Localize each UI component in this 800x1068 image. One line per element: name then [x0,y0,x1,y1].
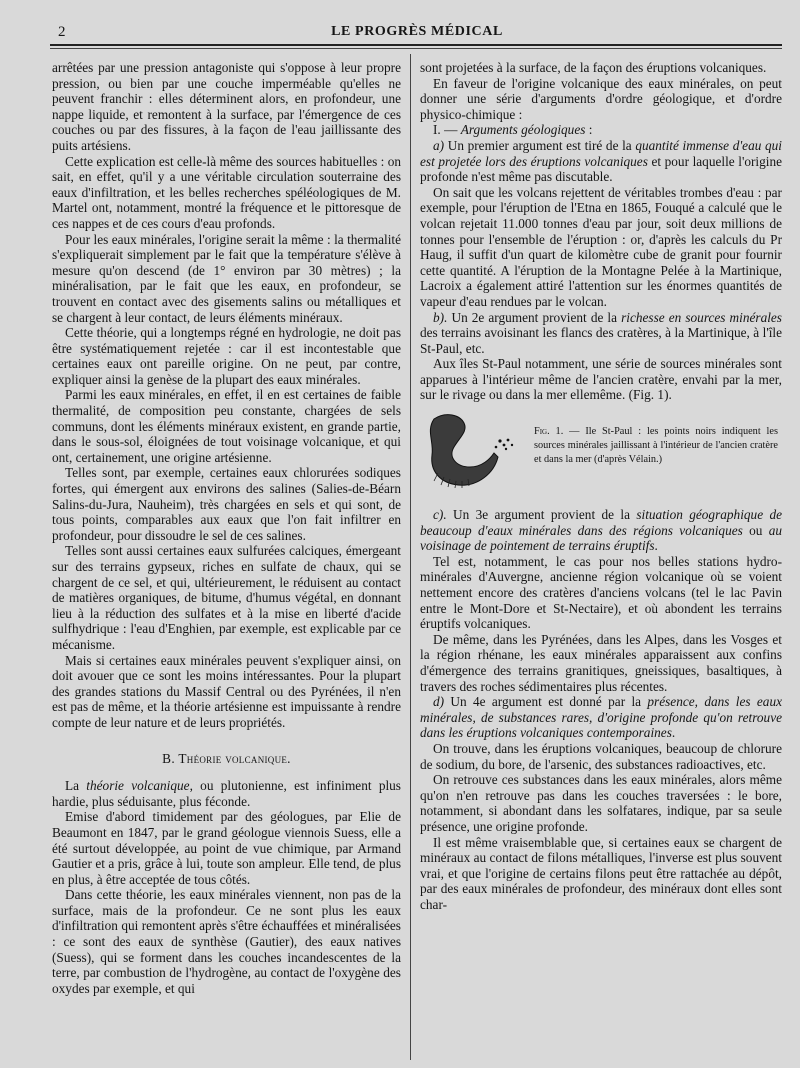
island-map-image [424,411,524,491]
header-rule-thin [50,48,782,49]
figure-1 [420,411,782,497]
paragraph: Telles sont, par exemple, certaines eaux chlorurées sodiques fortes, qui émergent aux environs des salines (Salies-de-Béarn Salins-du-Jura, Nauheim), très chargées en sels et qui sont, de tous points, comparables aux eaux que l'on fait infiltrer en profondeur, pour dissoudre le sel de ces salines. [52,465,401,543]
paragraph: En faveur de l'origine volcanique des eaux minérales, on peut donner une série d'arguments d'ordre géologique, et d'ordre physico-chimique : [420,75,782,122]
paragraph: La théorie volcanique, ou plutonienne, est infiniment plus hardie, plus séduisante, plus féconde. [52,778,401,809]
right-column [420,60,782,913]
paragraph: Tel est, notamment, le cas pour nos belles stations hydro-minérales d'Auvergne, ancienne région volcanique où se voient nettement encore des cratères d'anciens volcans (tel le lac Pavin entre le Mont-Dore et St-Nectaire), et où abondent les terrains éruptifs volcaniques. [420,553,782,632]
paragraph: a) Un premier argument est tiré de la quantité immense d'eau qui est projetée lors des éruptions volcaniques et pour laquelle l'origine profonde n'est même pas discutable. [420,137,783,185]
section-heading: B. Théorie volcanique. [162,750,291,766]
paragraph: Pour les eaux minérales, l'origine serait la même : la thermalité s'expliquerait simplement par le fait que la température s'élève à mesure qu'on descend (de 1° environ par 30 mètres) ; la minéralisation, par le fait que les eaux, en profondeur, se trouvent en contact avec des gisements salins ou métalliques et se chargent à leur contact, de leurs éléments minéraux. [52,231,401,325]
paragraph: Parmi les eaux minérales, en effet, il en est certaines de faible thermalité, de composition peu constante, chargées de sels communs, dont les éléments minéraux existent, en grande partie, dans le sous-sol, éloignées de tout voisinage volcanique, et qui ont, certainement, une origine artésienne. [52,387,401,465]
paragraph: arrêtées par une pression antagoniste qui s'oppose à leur propre pression, ou bien par une couche imperméable qu'elles ne peuvent franchir : elles déterminent alors, en profondeur, une nappe liquide, et remontent à la surface, par l'émergence de ces couches ou par des fissures, à la façon de l'eau jaillissante des puits artésiens. [52,60,401,153]
paragraph: De même, dans les Pyrénées, dans les Alpes, dans les Vosges et la région rhénane, les eaux minérales apparaissent aux confins d'émergence des terrains granitiques, gneissiques, basaltiques, à travers des roches sédimentaires plus récentes. [420,631,782,694]
paragraph: On sait que les volcans rejettent de véritables trombes d'eau : par exemple, pour l'éruption de l'Etna en 1865, Fouqué a calculé que le volcan rejetait 11.000 tonnes d'eau par jour, soit deux millions de tonnes pour l'ensemble de l'éruption : or, d'après les calculs du Pr Haug, il suffit d'un quart de kilomètre cube de granit pour fournir cette quantité. A l'éruption de la Montagne Pelée à la Martinique, Lacroix a également attiré l'attention sur les énormes quantités de vapeur d'eau rendues par le volcan. [420,184,782,309]
paragraph: Cette explication est celle-là même des sources habituelles : on sait, en effet, qu'il y a une véritable circulation souterraine des eaux d'infiltration, et les belles recherches spéléologiques de M. Martel ont, notamment, montré la fréquence et le pittoresque de ces nappes et de ces cours d'eau profonds. [52,153,401,231]
header-rule [50,44,782,46]
running-title: LE PROGRÈS MÉDICAL [331,24,503,39]
paragraph: Emise d'abord timidement par des géologues, par Elie de Beaumont en 1847, par le grand géologue viennois Suess, elle a été surtout développée, au point de vue chimique, par Armand Gautier et a pris, grâce à lui, toute son ampleur. Elle tend, de plus en plus, à être acceptée de tous côtés. [52,809,401,887]
figure-caption: Fig. 1. — Ile St-Paul : les points noirs indiquent les sources minérales jaillissant à l'intérieur de l'ancien cratère et dans la mer (d'après Vélain.) [534,426,778,466]
paragraph: sont projetées à la surface, de la façon des éruptions volcaniques. [420,60,767,75]
page-number: 2 [58,24,66,40]
paragraph: Cette théorie, qui a longtemps régné en hydrologie, ne doit pas être systématiquement rejetée : car il est incontestable que certaines eaux ont pareille origine. On ne peut, par contre, expliquer ainsi la genèse de la plupart des eaux minérales. [52,325,401,387]
paragraph: Mais si certaines eaux minérales peuvent s'expliquer ainsi, on doit avouer que ce sont les moins intéressantes. Pour la plupart des grandes stations du Massif Central ou des Pyrénées, il n'en est pas de même, et la théorie artésienne est impuissante à rendre compte de leur nature et de leurs propriétés. [52,652,401,730]
subheading: I. — Arguments géologiques : [433,122,593,138]
paragraph: Il est même vraisemblable que, si certaines eaux se chargent de minéraux au contact de filons métalliques, l'inverse est plus souvent vrai, et que l'origine de certains filons peut être rattachée au dépôt, par des eaux minérales de profondeur, des minéraux dont elles sont char- [420,834,782,912]
column-divider [410,54,411,1060]
source-points [495,439,514,451]
paragraph: Telles sont aussi certaines eaux sulfurées calciques, émergeant sur des terrains gypseux, riches en sulfate de chaux, qui se chargent de ce sel, et qui, ultérieurement, le réduisent au contact de matières organiques, de bitume, d'humus végétal, en donnant lieu à la réduction des sulfates et à la mise en liberté d'acide sulfhydrique : l'eau d'Enghien, par exemple, est explicable par ce mécanisme. [52,543,401,652]
paragraph: Aux îles St-Paul notamment, une série de sources minérales sont apparues à l'intérieur même de l'ancien cratère, envahi par la mer, sur le rivage ou dans la mer ellemême. (Fig. 1). [420,356,782,403]
paragraph: On retrouve ces substances dans les eaux minérales, alors même qu'on n'en retrouve pas dans les couches traversées : le bore, notamment, si abondant dans les solfatares, indique, par sa seule présence, une origine profonde. [420,772,782,834]
paragraph: b). Un 2e argument provient de la richesse en sources minérales des terrains avoisinant les flancs des cratères, à la Martinique, à l'île St-Paul, etc. [420,309,782,356]
paragraph: Dans cette théorie, les eaux minérales viennent, non pas de la surface, mais de la profondeur. Ce ne sont plus les eaux d'infiltration qui remontent après s'être échauffées et minéralisées : ce sont des eaux de synthèse (Gautier), des eaux natives (Suess), qui se forment dans les couches incandescentes de la terre, par combustion de l'hydrogène, au contact de l'oxygène des oxydes par exemple, et qui [52,887,401,996]
paragraph: On trouve, dans les éruptions volcaniques, beaucoup de chlorure de sodium, du bore, de l'arsenic, des substances radioactives, etc. [420,740,782,772]
paragraph: c). Un 3e argument provient de la situation géographique de beaucoup d'eaux minérales dans des régions volcaniques ou au voisinage de pointement de terrains éruptifs. [420,507,782,554]
crater-inner [454,443,481,464]
left-column [52,60,401,996]
paragraph: d) Un 4e argument est donné par la présence, dans les eaux minérales, de substances rares, d'origine profonde qu'on retrouve dans les éruptions volcaniques contemporaines. [420,694,782,741]
page-header [58,22,776,44]
